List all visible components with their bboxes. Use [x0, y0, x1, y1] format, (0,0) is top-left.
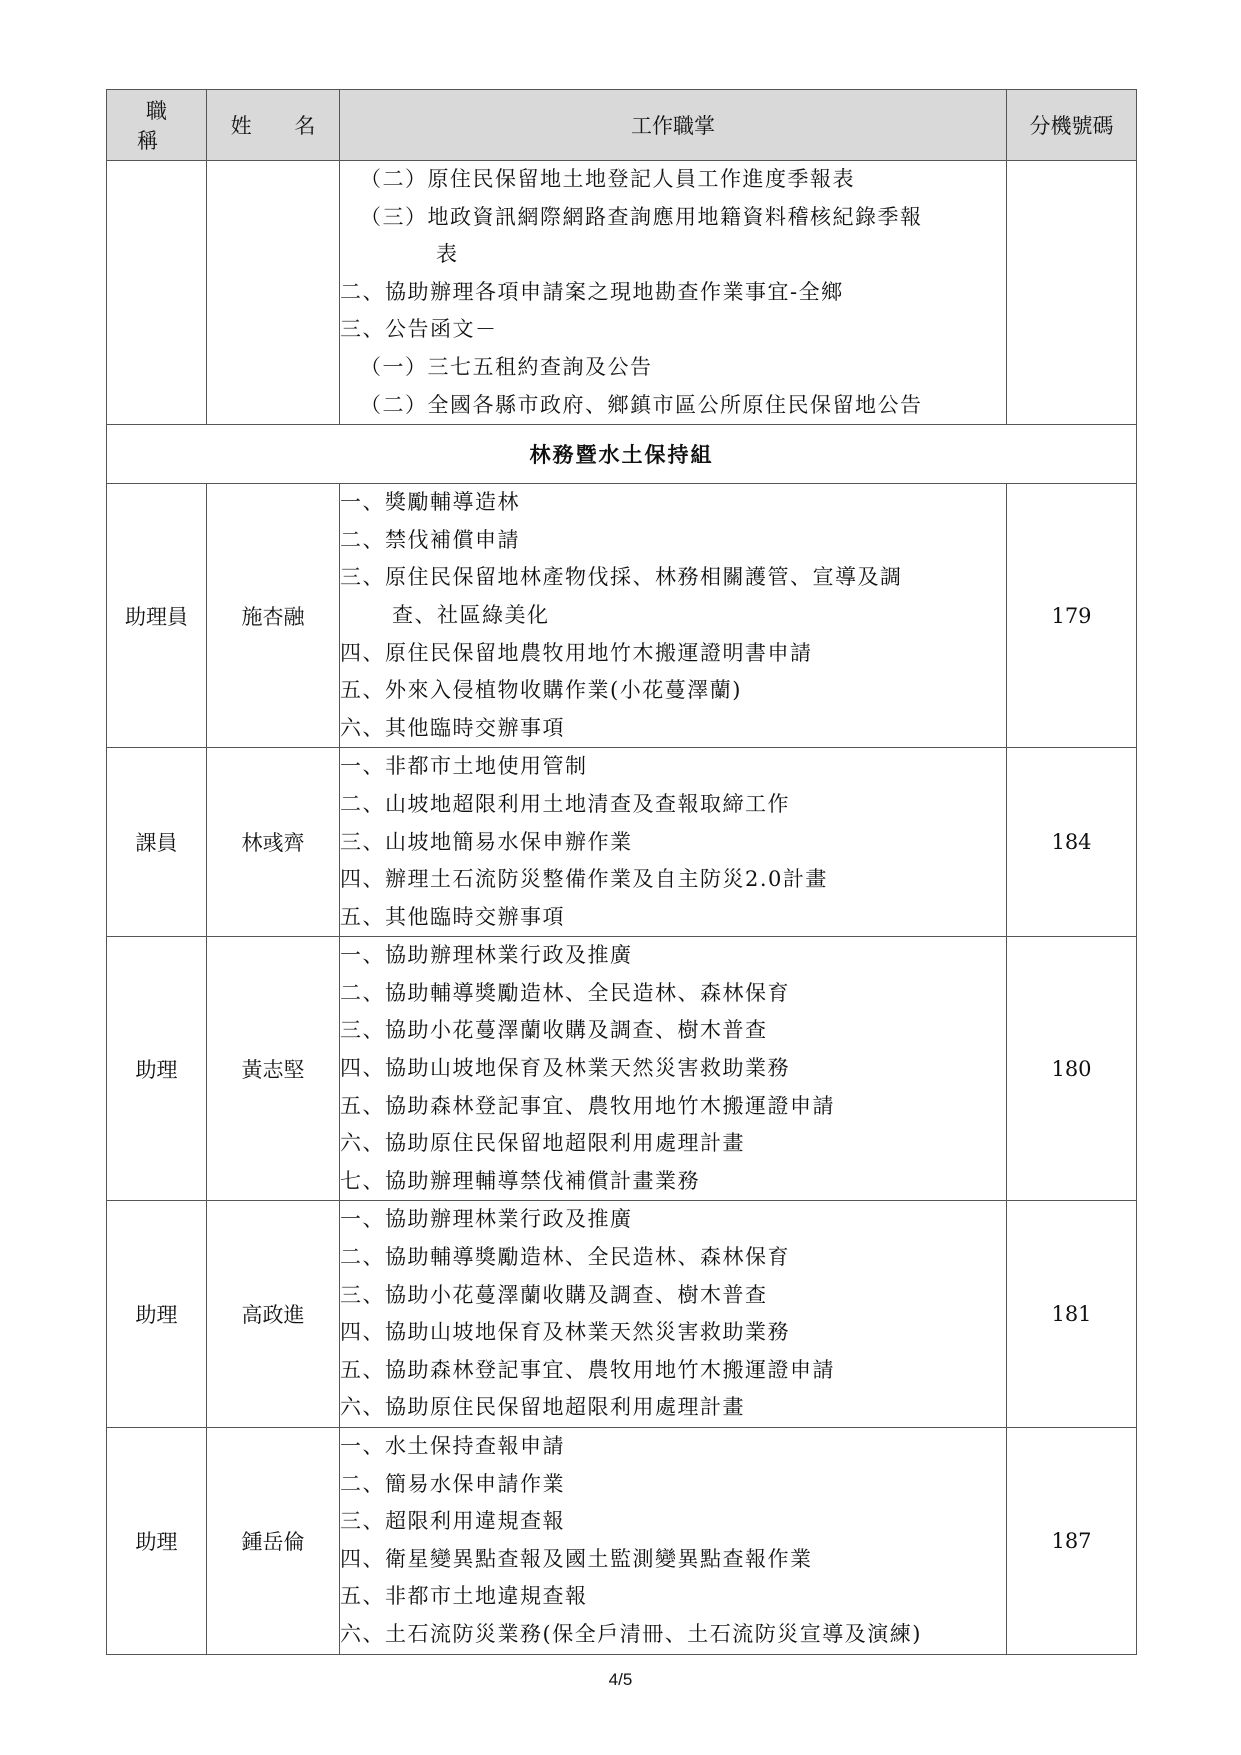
duty-line: 二、協助輔導獎勵造林、全民造林、森林保育: [340, 1245, 790, 1270]
cell-duties: [340, 161, 1007, 425]
header-row: [107, 90, 1137, 161]
duty-line: 六、土石流防災業務(保全戶清冊、土石流防災宣導及演練): [340, 1621, 922, 1646]
cell-title: 助理員: [107, 484, 207, 748]
header-duties: 工作職掌: [340, 90, 1007, 161]
cell-name: [207, 161, 340, 425]
duty-line: 四、原住民保留地農牧用地竹木搬運證明書申請: [340, 640, 813, 665]
cell-name: 高政進: [207, 1201, 340, 1428]
duty-line: 五、外來入侵植物收購作業(小花蔓澤蘭): [340, 678, 742, 703]
duty-line: 四、辦理土石流防災整備作業及自主防災2.0計畫: [340, 867, 828, 892]
cell-title: 助理: [107, 1428, 207, 1655]
duty-line: 一、獎勵輔導造林: [340, 490, 520, 515]
header-extension: 分機號碼: [1007, 90, 1137, 161]
cell-extension: 181: [1007, 1201, 1137, 1428]
cell-name: 林彧齊: [207, 748, 340, 937]
cell-name: 鍾岳倫: [207, 1428, 340, 1655]
table-row: [107, 484, 1137, 748]
duty-line: 三、山坡地簡易水保申辦作業: [340, 829, 633, 854]
duty-line: 查、社區綠美化: [392, 602, 550, 627]
page-number: 4/5: [608, 1670, 633, 1689]
duty-line: 三、協助小花蔓澤蘭收購及調查、樹木普查: [340, 1282, 768, 1307]
duty-line: 四、協助山坡地保育及林業天然災害救助業務: [340, 1320, 790, 1345]
duty-line: 六、協助原住民保留地超限利用處理計畫: [340, 1395, 745, 1420]
cell-duties: [340, 937, 1007, 1201]
duty-line: 三、協助小花蔓澤蘭收購及調查、樹木普查: [340, 1018, 768, 1043]
duty-line: 二、協助辦理各項申請案之現地勘查作業事宜-全鄉: [340, 279, 844, 304]
header-name: 姓 名: [207, 90, 340, 161]
cell-name: 施杏融: [207, 484, 340, 748]
duty-line: 二、簡易水保申請作業: [340, 1471, 565, 1496]
duty-line: 五、協助森林登記事宜、農牧用地竹木搬運證申請: [340, 1357, 835, 1382]
duty-line: 一、協助辦理林業行政及推廣: [340, 1207, 633, 1232]
duty-line: 七、協助辦理輔導禁伐補償計畫業務: [340, 1168, 700, 1193]
header-title: 職 稱: [107, 90, 207, 161]
cell-title: 課員: [107, 748, 207, 937]
cell-extension: 180: [1007, 937, 1137, 1201]
table-row: [107, 1428, 1137, 1655]
duty-line: （二）原住民保留地土地登記人員工作進度季報表: [360, 167, 855, 191]
duty-line: 四、協助山坡地保育及林業天然災害救助業務: [340, 1056, 790, 1081]
cell-title: 助理: [107, 937, 207, 1201]
duty-line: 二、禁伐補償申請: [340, 527, 520, 552]
duty-line: 六、協助原住民保留地超限利用處理計畫: [340, 1131, 745, 1156]
duty-line: （二）全國各縣市政府、鄉鎮市區公所原住民保留地公告: [360, 392, 923, 417]
duty-line: 一、協助辦理林業行政及推廣: [340, 943, 633, 968]
cell-duties: [340, 1428, 1007, 1655]
cell-extension: 179: [1007, 484, 1137, 748]
cell-title: [107, 161, 207, 425]
duty-line: 五、協助森林登記事宜、農牧用地竹木搬運證申請: [340, 1093, 835, 1118]
duty-line: 一、水土保持查報申請: [340, 1434, 565, 1458]
cell-extension: 187: [1007, 1428, 1137, 1655]
duty-line: 二、協助輔導獎勵造林、全民造林、森林保育: [340, 980, 790, 1005]
duty-table: [106, 89, 1137, 1655]
cell-extension: 184: [1007, 748, 1137, 937]
table-row: [107, 1201, 1137, 1428]
cell-duties: [340, 748, 1007, 937]
duty-line: 三、公告函文－: [340, 317, 498, 342]
duty-line: 四、衛星變異點查報及國土監測變異點查報作業: [340, 1546, 813, 1571]
duty-line: 二、山坡地超限利用土地清查及查報取締工作: [340, 791, 790, 816]
duty-line: （一）三七五租約查詢及公告: [360, 354, 653, 379]
table-row: [107, 748, 1137, 937]
duty-line: （三）地政資訊網際網路查詢應用地籍資料稽核紀錄季報: [360, 204, 923, 229]
duty-line: 五、其他臨時交辦事項: [340, 904, 565, 929]
duty-line: 三、原住民保留地林產物伐採、林務相關護管、宣導及調: [340, 565, 903, 590]
cell-name: 黃志堅: [207, 937, 340, 1201]
duty-line: 三、超限利用違規查報: [340, 1509, 565, 1534]
duty-line: 五、非都市土地違規查報: [340, 1584, 588, 1609]
section-title: 林務暨水土保持組: [107, 425, 1137, 484]
cell-duties: [340, 484, 1007, 748]
duty-line: 六、其他臨時交辦事項: [340, 715, 565, 740]
duty-line: 表: [436, 242, 459, 267]
cell-duties: [340, 1201, 1007, 1428]
section-header-row: [107, 425, 1137, 484]
cell-extension: [1007, 161, 1137, 425]
table-row: [107, 937, 1137, 1201]
cell-title: 助理: [107, 1201, 207, 1428]
duty-line: 一、非都市土地使用管制: [340, 754, 588, 779]
table-row-continuation: [107, 161, 1137, 425]
